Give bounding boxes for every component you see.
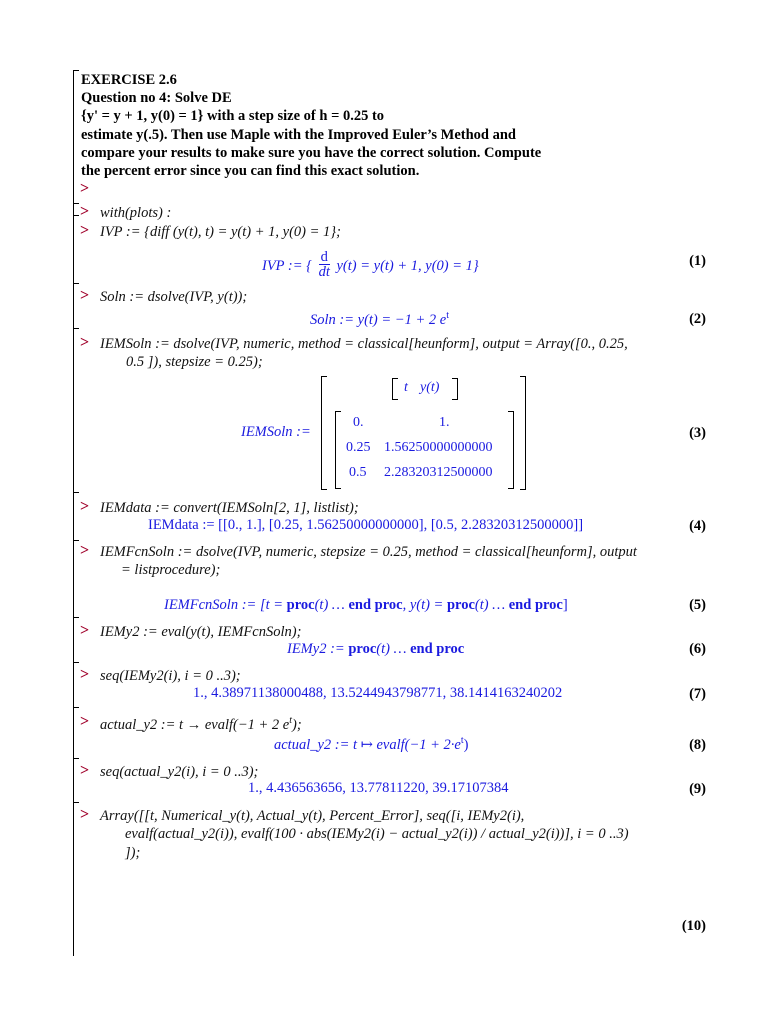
command-iemfcnsoln-cont[interactable]: = listprocedure); bbox=[121, 562, 221, 578]
cmd-text: ); bbox=[292, 716, 302, 733]
problem-text-line: compare your results to make sure you have the correct solution. Compute bbox=[81, 145, 542, 161]
exponent: t bbox=[289, 715, 292, 726]
end-proc-keyword: end proc bbox=[348, 597, 403, 613]
output-iemdata: IEMdata := [[0., 1.], [0.25, 1.56250000000000], [0.5, 2.28320312500000]] bbox=[148, 517, 584, 533]
group-tick bbox=[73, 492, 79, 493]
input-prompt[interactable]: > bbox=[80, 203, 90, 220]
input-prompt[interactable]: > bbox=[80, 806, 90, 823]
output-soln-text: Soln := y(t) = −1 + 2 e bbox=[310, 311, 447, 328]
input-prompt[interactable]: > bbox=[80, 180, 90, 197]
derivative-fraction bbox=[319, 250, 330, 279]
header-row-bracket-left bbox=[392, 378, 398, 400]
equation-label: (4) bbox=[689, 518, 706, 534]
out-seg: IEMFcnSoln := [t = bbox=[164, 597, 287, 613]
derivative-denominator: dt bbox=[318, 264, 330, 280]
command-iemsoln[interactable]: IEMSoln := dsolve(IVP, numeric, method = classical[heunform], output = Array([0., 0.25, bbox=[100, 336, 628, 352]
problem-text-line: {y' = y + 1, y(0) = 1} with a step size of h = 0.25 to bbox=[81, 108, 385, 124]
problem-text-line: the percent error since you can find this exact solution. bbox=[81, 163, 420, 179]
group-tick bbox=[73, 283, 79, 284]
inner-matrix-bracket-right bbox=[508, 411, 514, 489]
question-title: Question no 4: Solve DE bbox=[81, 90, 232, 106]
output-actual-y2 bbox=[274, 735, 468, 754]
matrix-cell-t: 0. bbox=[353, 415, 364, 430]
end-proc-keyword: end proc bbox=[410, 641, 465, 657]
out-seg: ] bbox=[562, 597, 568, 613]
end-proc-keyword: end proc bbox=[508, 597, 563, 613]
matrix-cell-y: 1.56250000000000 bbox=[384, 440, 493, 455]
command-seq-actual-y2[interactable]: seq(actual_y2(i), i = 0 ..3); bbox=[100, 764, 259, 780]
inner-matrix-bracket-left bbox=[335, 411, 341, 489]
input-prompt[interactable]: > bbox=[80, 542, 90, 559]
outer-matrix-bracket-right bbox=[520, 376, 526, 490]
command-iemdata[interactable]: IEMdata := convert(IEMSoln[2, 1], listlist); bbox=[100, 500, 359, 516]
matrix-cell-y: 1. bbox=[439, 415, 450, 430]
command-with-plots[interactable]: with(plots) : bbox=[100, 205, 172, 221]
exponent: t bbox=[460, 735, 464, 746]
matrix-cell-y: 2.28320312500000 bbox=[384, 465, 493, 480]
derivative-numerator: d bbox=[319, 250, 330, 265]
input-prompt[interactable]: > bbox=[80, 666, 90, 683]
output-iemsoln-lhs bbox=[241, 424, 311, 441]
output-iemsoln-lhs-text: IEMSoln := bbox=[241, 424, 311, 440]
command-array-cont[interactable]: ]); bbox=[125, 845, 141, 861]
outer-matrix-bracket-left bbox=[321, 376, 327, 490]
header-y bbox=[420, 380, 439, 396]
matrix-cell-t: 0.5 bbox=[349, 465, 367, 480]
command-iemsoln-cont[interactable]: 0.5 ]), stepsize = 0.25); bbox=[126, 354, 263, 370]
output-seq-iemy2: 1., 4.38971138000488, 13.5244943798771, 38.1414163240202 bbox=[193, 685, 563, 701]
command-soln[interactable]: Soln := dsolve(IVP, y(t)); bbox=[100, 289, 248, 305]
output-ivp-lhs: IVP := { bbox=[262, 257, 312, 274]
out-seg: ) bbox=[463, 736, 469, 753]
proc-keyword: proc bbox=[286, 597, 315, 613]
group-tick bbox=[73, 70, 79, 71]
output-ivp-rhs: y(t) = y(t) + 1, y(0) = 1} bbox=[336, 257, 479, 274]
out-seg: (t) … bbox=[314, 597, 349, 613]
problem-text-line: estimate y(.5). Then use Maple with the Improved Euler’s Method and bbox=[81, 127, 516, 143]
exponent: t bbox=[446, 310, 449, 321]
out-seg: , y(t) = bbox=[402, 597, 447, 613]
header-t-text: t bbox=[404, 380, 408, 395]
input-prompt[interactable]: > bbox=[80, 287, 90, 304]
output-iemfcnsoln bbox=[164, 597, 568, 614]
equation-label: (7) bbox=[689, 686, 706, 702]
group-tick bbox=[73, 662, 79, 663]
equation-label: (1) bbox=[689, 253, 706, 269]
cmd-text: actual_y2 := t → evalf(−1 + 2 e bbox=[100, 716, 290, 733]
command-iemy2[interactable]: IEMy2 := eval(y(t), IEMFcnSoln); bbox=[100, 624, 302, 640]
group-tick bbox=[73, 802, 79, 803]
out-seg: (t) … bbox=[474, 597, 509, 613]
input-prompt[interactable]: > bbox=[80, 622, 90, 639]
output-iemy2 bbox=[287, 641, 464, 658]
group-tick bbox=[73, 758, 79, 759]
input-prompt[interactable]: > bbox=[80, 713, 90, 730]
input-prompt[interactable]: > bbox=[80, 762, 90, 779]
equation-label: (10) bbox=[681, 918, 706, 934]
input-prompt[interactable]: > bbox=[80, 334, 90, 351]
group-tick bbox=[73, 707, 79, 708]
equation-label: (6) bbox=[689, 641, 706, 657]
input-prompt[interactable]: > bbox=[80, 222, 90, 239]
equation-label: (8) bbox=[689, 737, 706, 753]
group-tick bbox=[73, 617, 79, 618]
out-seg: actual_y2 := t ↦ evalf(−1 + 2·e bbox=[274, 736, 461, 753]
out-seg: IEMy2 := bbox=[287, 641, 349, 657]
group-tick bbox=[73, 203, 79, 204]
proc-keyword: proc bbox=[446, 597, 475, 613]
exercise-title: EXERCISE 2.6 bbox=[81, 72, 177, 88]
command-iemfcnsoln[interactable]: IEMFcnSoln := dsolve(IVP, numeric, stepsize = 0.25, method = classical[heunform], output bbox=[100, 544, 637, 560]
header-y-text: y(t) bbox=[420, 380, 440, 395]
out-seg: (t) … bbox=[376, 641, 411, 657]
command-ivp[interactable]: IVP := {diff (y(t), t) = y(t) + 1, y(0) = 1}; bbox=[100, 224, 341, 240]
command-array[interactable]: Array([[t, Numerical_y(t), Actual_y(t), Percent_Error], seq([i, IEMy2(i), bbox=[100, 808, 525, 824]
proc-keyword: proc bbox=[348, 641, 377, 657]
input-prompt[interactable]: > bbox=[80, 498, 90, 515]
matrix-cell-t: 0.25 bbox=[346, 440, 371, 455]
output-ivp bbox=[262, 249, 479, 281]
output-soln bbox=[310, 310, 449, 329]
group-tick bbox=[73, 215, 79, 216]
group-tick bbox=[73, 328, 79, 329]
header-row-bracket-right bbox=[452, 378, 458, 400]
output-seq-actual-y2: 1., 4.436563656, 13.77811220, 39.17107384 bbox=[248, 780, 509, 796]
equation-label: (5) bbox=[689, 597, 706, 613]
header-t bbox=[404, 380, 408, 396]
command-array-cont[interactable]: evalf(actual_y2(i)), evalf(100 · abs(IEMy2(i) − actual_y2(i)) / actual_y2(i))], i = 0 ..3) bbox=[125, 826, 629, 842]
equation-label: (2) bbox=[689, 311, 706, 327]
equation-label: (9) bbox=[689, 781, 706, 797]
command-actual-y2[interactable] bbox=[100, 715, 302, 734]
equation-label: (3) bbox=[689, 425, 706, 441]
group-tick bbox=[73, 540, 79, 541]
command-seq-iemy2[interactable]: seq(IEMy2(i), i = 0 ..3); bbox=[100, 668, 241, 684]
